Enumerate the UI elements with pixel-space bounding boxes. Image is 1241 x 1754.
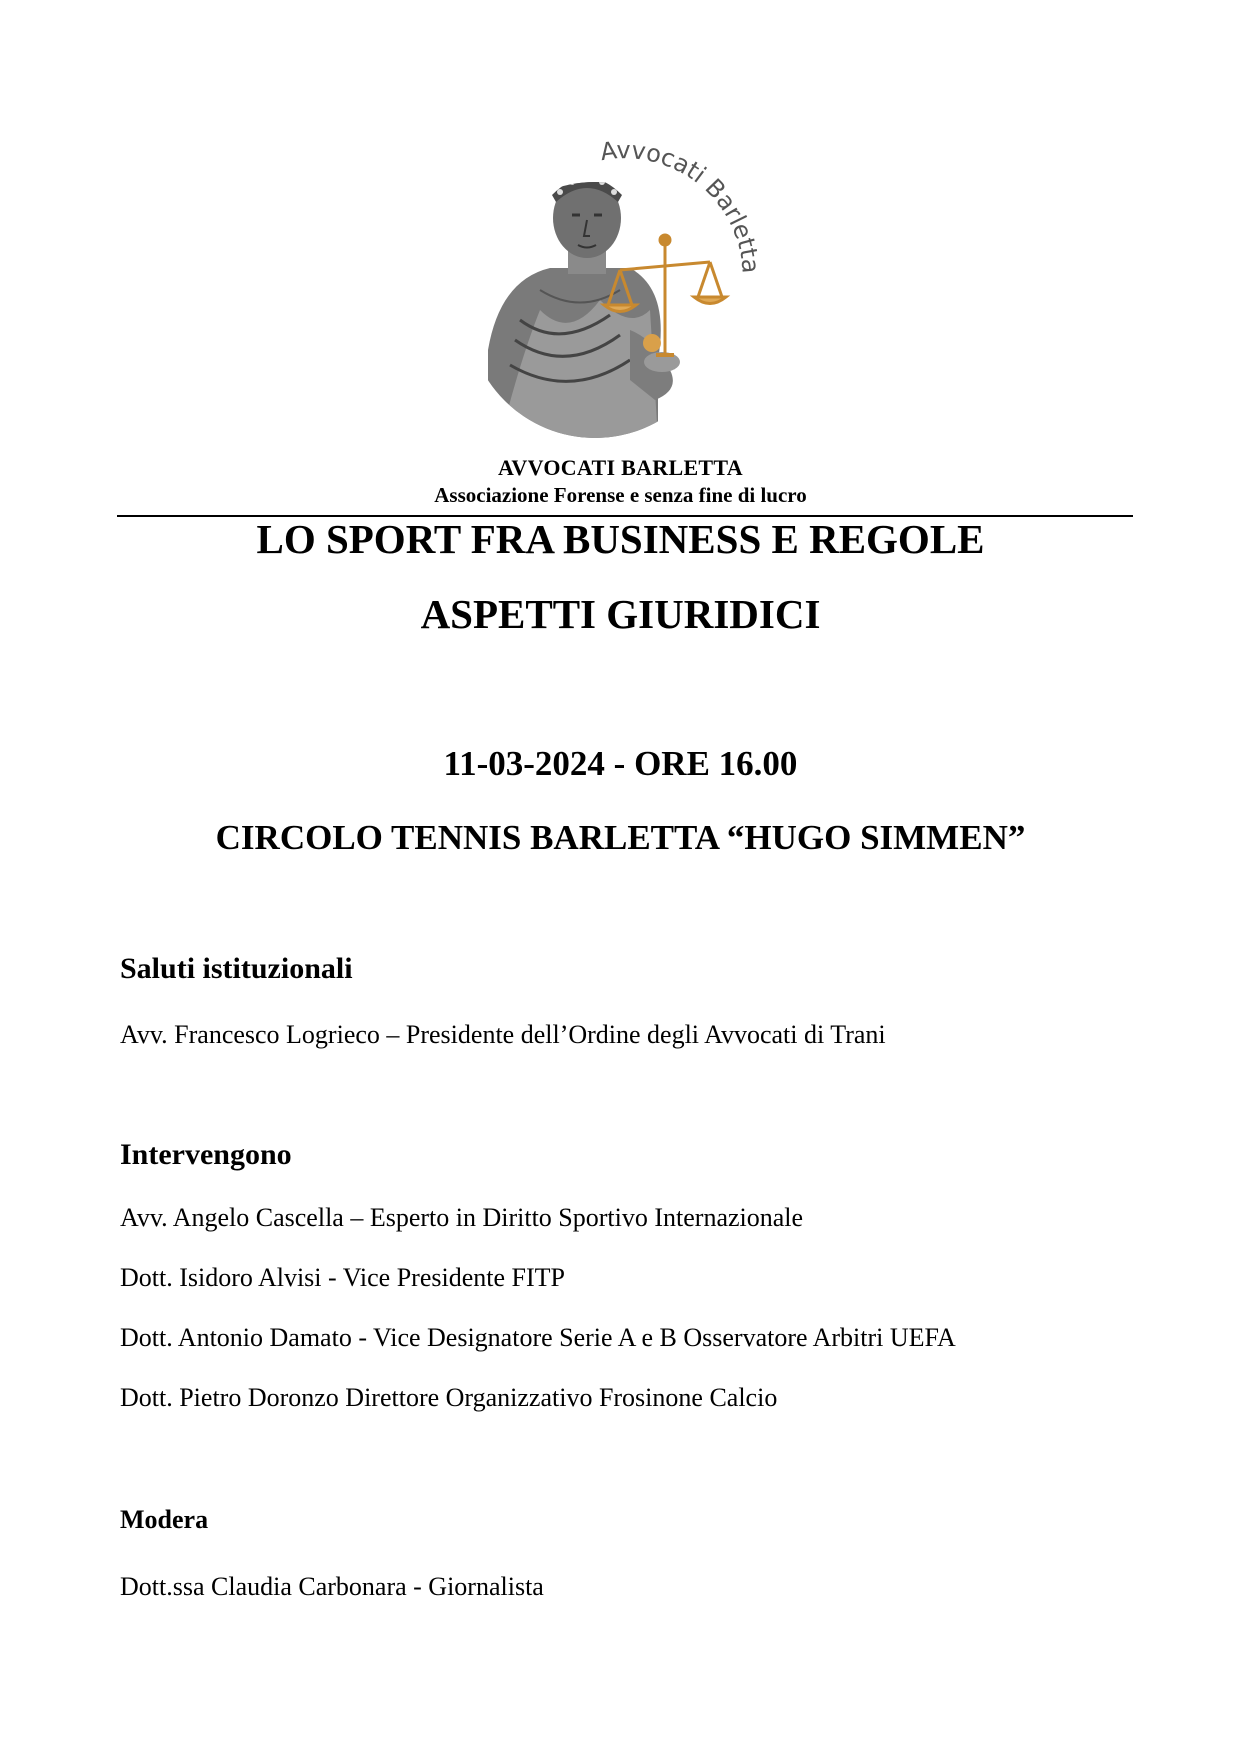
- section-heading-speakers: Intervengono: [120, 1138, 292, 1171]
- event-venue: CIRCOLO TENNIS BARLETTA “HUGO SIMMEN”: [215, 818, 1026, 857]
- list-item: Dott. Pietro Doronzo Direttore Organizzativo Frosinone Calcio: [120, 1383, 778, 1412]
- organization-name: AVVOCATI BARLETTA: [498, 455, 743, 480]
- avvocati-barletta-logo: [480, 140, 770, 440]
- list-item: Avv. Francesco Logrieco – Presidente dell’Ordine degli Avvocati di Trani: [120, 1020, 886, 1049]
- statue-icon: [488, 175, 680, 440]
- section-heading-greetings: Saluti istituzionali: [120, 952, 353, 985]
- logo-arc-text: Avvocati Barletta: [598, 140, 765, 275]
- section-heading-moderator: Modera: [120, 1505, 209, 1534]
- list-item: Dott.ssa Claudia Carbonara - Giornalista: [120, 1572, 544, 1601]
- list-item: Avv. Angelo Cascella – Esperto in Diritto Sportivo Internazionale: [120, 1203, 804, 1232]
- organization-subtitle: Associazione Forense e senza fine di lucro: [434, 483, 807, 507]
- event-subtitle: ASPETTI GIURIDICI: [420, 591, 821, 637]
- list-item: Dott. Isidoro Alvisi - Vice Presidente FITP: [120, 1263, 565, 1292]
- list-item: Dott. Antonio Damato - Vice Designatore Serie A e B Osservatore Arbitri UEFA: [120, 1323, 956, 1352]
- event-title: LO SPORT FRA BUSINESS E REGOLE: [256, 516, 985, 562]
- orb-icon: [643, 334, 661, 352]
- event-datetime: 11-03-2024 - ORE 16.00: [443, 744, 798, 783]
